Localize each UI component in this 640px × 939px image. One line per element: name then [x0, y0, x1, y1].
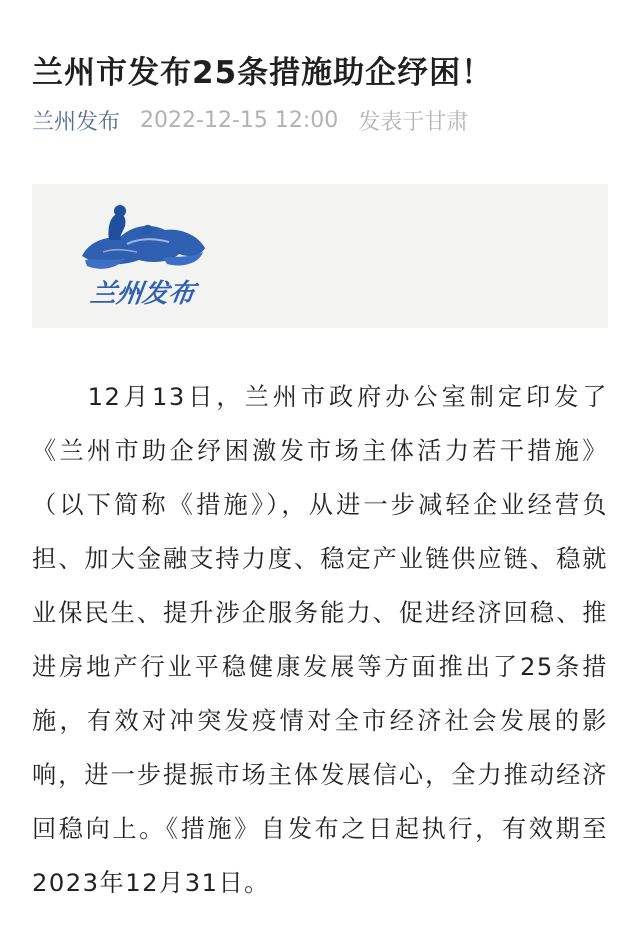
- lanzhou-fabu-logo: [79, 198, 209, 312]
- author-link[interactable]: 兰州发布: [32, 109, 121, 135]
- lanzhou-mother-river-sculpture-icon: [82, 205, 205, 269]
- article-body: 12月13日，兰州市政府办公室制定印发了《兰州市助企纾困激发市场主体活力若干措施》（以下简称《措施》），从进一步减轻企业经营负担、加大金融支持力度、稳定产业链供应链、稳就业保民生、提升涉企服务能力、促进经济回稳、推进房地产行业平稳健康发展等方面推出了25条措施，有效对冲突发疫情对全市经济社会发展的影响，进一步提振市场主体发展信心，全力推动经济回稳向上。《措施》自发布之日起执行，有效期至2023年12月31日。: [32, 383, 608, 897]
- logo-text: 兰州发布: [88, 278, 197, 309]
- article-meta: [32, 103, 468, 137]
- publish-datetime: 2022-12-15 12:00: [140, 107, 339, 133]
- article-title: 兰州市发布25条措施助企纾困！: [32, 54, 494, 91]
- article-banner-image: [32, 184, 608, 328]
- publish-location: 发表于甘肃: [358, 109, 469, 135]
